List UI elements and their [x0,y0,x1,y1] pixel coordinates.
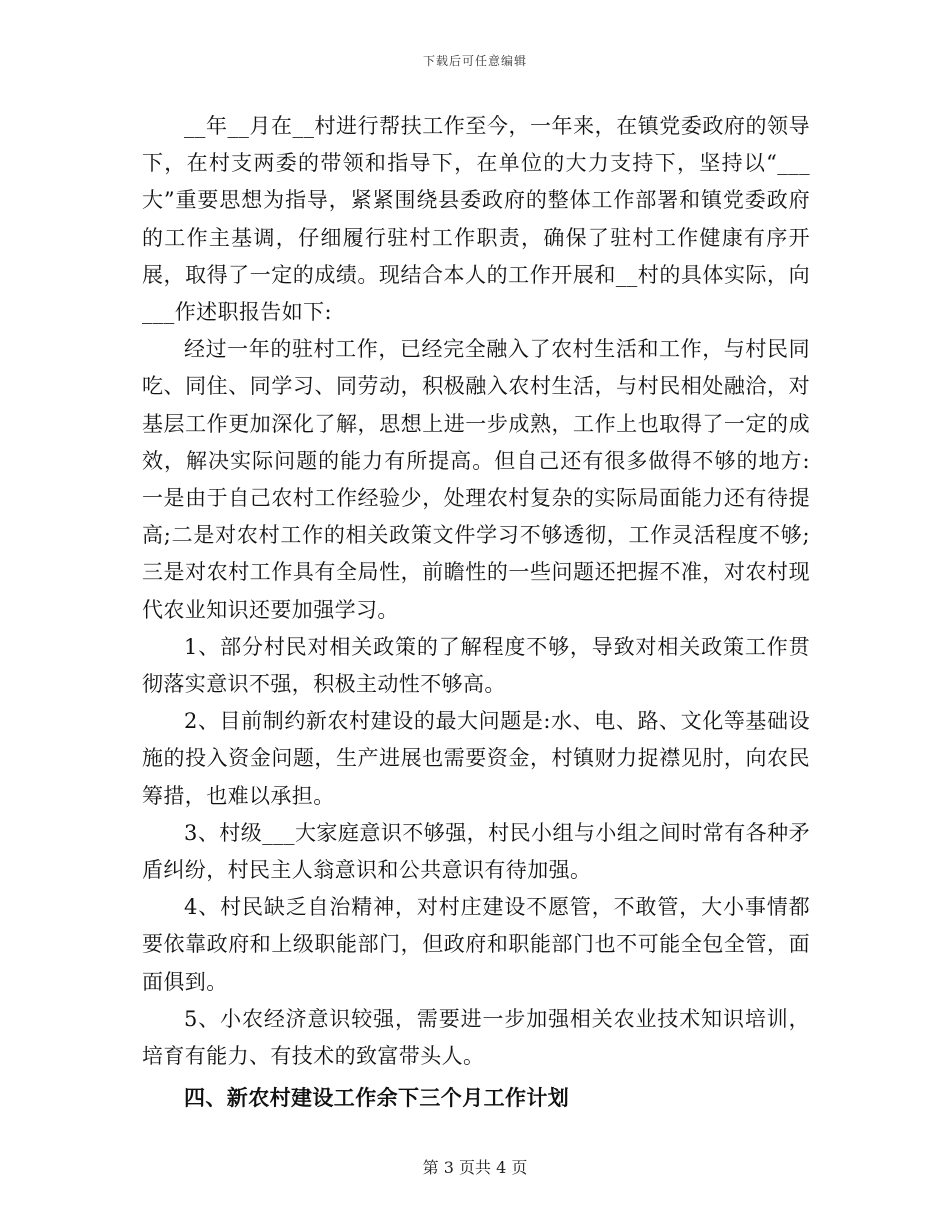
list-item-1: 1、部分村民对相关政策的了解程度不够，导致对相关政策工作贯彻落实意识不强，积极主动性不够高。 [142,634,810,697]
section-heading: 四、新农村建设工作余下三个月工作计划 [184,1085,570,1111]
list-item-3: 3、村级___大家庭意识不够强，村民小组与小组之间时常有各种矛盾纠纷，村民主人翁意识和公共意识有待加强。 [142,820,810,883]
list-item-2: 2、目前制约新农村建设的最大问题是:水、电、路、文化等基础设施的投入资金问题，生产进展也需要资金，村镇财力捉襟见肘，向农民筹措，也难以承担。 [142,709,810,808]
document-body [142,108,810,1116]
list-item-4: 4、村民缺乏自治精神，对村庄建设不愿管，不敢管，大小事情都要依靠政府和上级职能部门，但政府和职能部门也不可能全包全管，面面俱到。 [142,895,810,994]
list-item-5: 5、小农经济意识较强，需要进一步加强相关农业技术知识培训，培育有能力、有技术的致富带头人。 [142,1006,810,1069]
paragraph-intro: __年__月在__村进行帮扶工作至今，一年来，在镇党委政府的领导下，在村支两委的带领和指导下，在单位的大力支持下，坚持以“___大”重要思想为指导，紧紧围绕县委政府的整体工作部署和镇党委政府的工作主基调，仔细履行驻村工作职责，确保了驻村工作健康有序开展，取得了一定的成绩。现结合本人的工作开展和__村的具体实际，向___作述职报告如下: [142,114,810,325]
page-number: 第 3 页共 4 页 [422,1158,528,1177]
header-edit-note: 下载后可任意编辑 [422,54,527,68]
paragraph-summary: 经过一年的驻村工作，已经完全融入了农村生活和工作，与村民同吃、同住、同学习、同劳动，积极融入农村生活，与村民相处融洽，对基层工作更加深化了解，思想上进一步成熟，工作上也取得了一定的成效，解决实际问题的能力有所提高。但自己还有很多做得不够的地方:一是由于自己农村工作经验少，处理农村复杂的实际局面能力还有待提高;二是对农村工作的相关政策文件学习不够透彻，工作灵活程度不够;三是对农村工作具有全局性，前瞻性的一些问题还把握不准，对农村现代农业知识还要加强学习。 [142,337,810,622]
